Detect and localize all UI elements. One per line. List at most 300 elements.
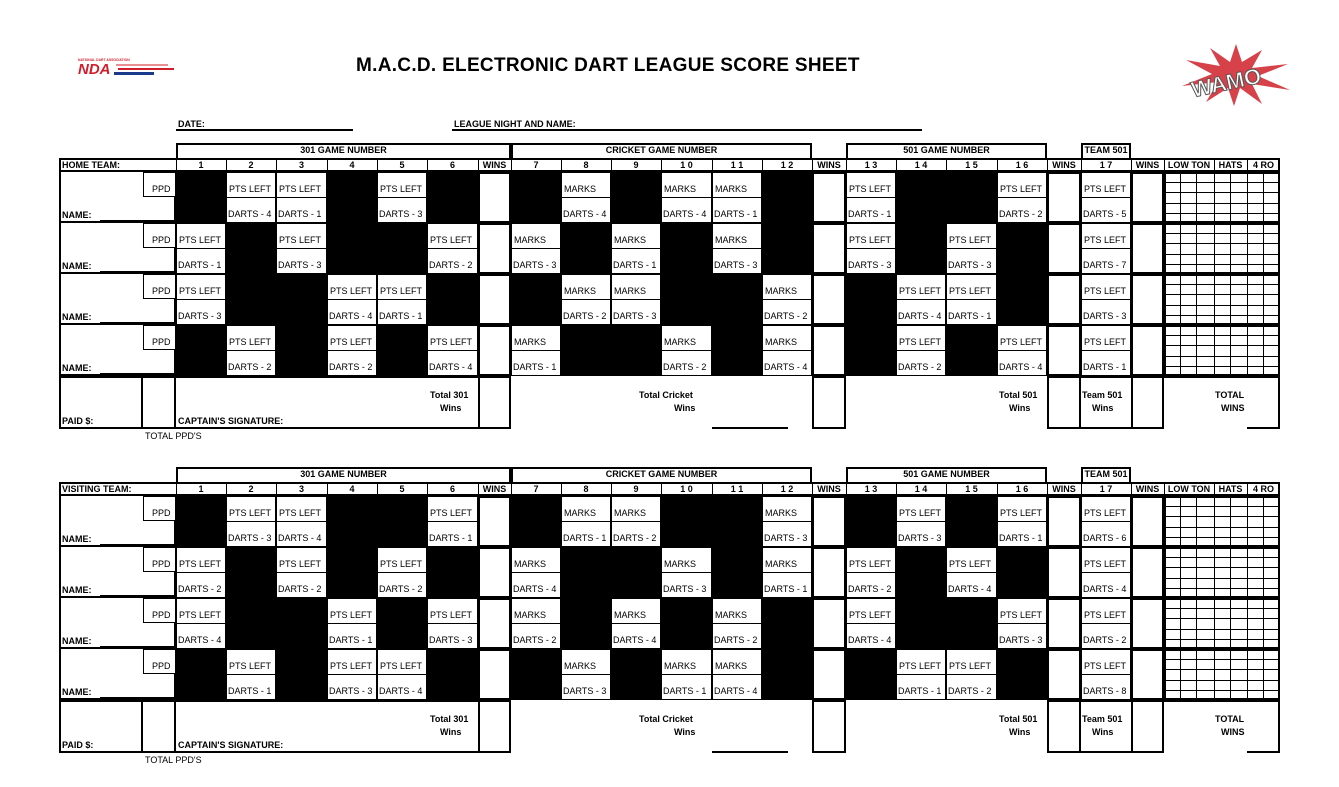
- wins-cell[interactable]: [812, 325, 846, 376]
- cell-top-text: PTS LEFT: [380, 286, 423, 296]
- cell-bottom-text: DARTS - 2: [513, 635, 557, 645]
- cell-bottom-text: DARTS - 3: [764, 533, 808, 543]
- cell-top-text: PTS LEFT: [1084, 559, 1127, 569]
- ppd-label: PPD: [152, 286, 171, 296]
- wins-cell[interactable]: [1047, 598, 1081, 649]
- tally-vline: [1180, 547, 1181, 598]
- ppd-label: PPD: [152, 337, 171, 347]
- wins-cell[interactable]: [812, 223, 846, 274]
- cell-top-text: MARKS: [514, 559, 547, 569]
- cell-bottom-text: DARTS - 1: [178, 260, 222, 270]
- name-field[interactable]: [100, 220, 176, 221]
- game-number-13: 1 3: [864, 484, 878, 494]
- cell-top-text: PTS LEFT: [899, 508, 942, 518]
- paid-label: PAID $:: [62, 740, 94, 750]
- blocked-cell: [896, 547, 946, 598]
- game-number-1: 1: [198, 160, 204, 170]
- cell-top-text: PTS LEFT: [330, 661, 373, 671]
- cell-top-text: PTS LEFT: [229, 184, 272, 194]
- cell-divider: [946, 674, 997, 675]
- cell-bottom-text: DARTS - 3: [563, 686, 607, 696]
- cell-divider: [176, 623, 226, 624]
- grand-total-wins-label: WINS: [1221, 403, 1245, 413]
- blocked-cell: [712, 496, 762, 547]
- wins-cell[interactable]: [1131, 598, 1164, 649]
- cell-bottom-text: DARTS - 3: [999, 635, 1043, 645]
- wins-cell[interactable]: [478, 598, 511, 649]
- cell-divider: [846, 197, 896, 198]
- cell-bottom-text: DARTS - 1: [563, 533, 607, 543]
- total-501-box[interactable]: [1047, 700, 1081, 753]
- cell-divider: [661, 350, 712, 351]
- cell-bottom-text: DARTS - 3: [898, 533, 942, 543]
- team-501-box[interactable]: [1131, 376, 1164, 429]
- cell-bottom-text: DARTS - 4: [563, 209, 607, 219]
- grand-total-topline: [1164, 376, 1280, 378]
- name-label: NAME:: [62, 687, 92, 697]
- cell-top-text: MARKS: [564, 286, 597, 296]
- cell-divider: [511, 350, 561, 351]
- tally-vline: [1214, 223, 1215, 274]
- blocked-cell: [511, 274, 561, 325]
- cell-bottom-text: DARTS - 3: [228, 533, 272, 543]
- blocked-cell: [276, 325, 327, 376]
- league-field[interactable]: [452, 129, 922, 131]
- blocked-cell: [846, 325, 896, 376]
- wins-header: WINS: [1135, 160, 1160, 170]
- team-501-box[interactable]: [1131, 700, 1164, 753]
- tally-vline: [1180, 172, 1181, 223]
- cell-bottom-text: DARTS - 1: [329, 635, 373, 645]
- page-title: M.A.C.D. ELECTRONIC DART LEAGUE SCORE SHEET: [356, 55, 860, 76]
- tally-vline: [1196, 223, 1197, 274]
- name-field[interactable]: [100, 271, 176, 272]
- cell-bottom-text: DARTS - 1: [613, 260, 657, 270]
- cell-divider: [327, 299, 377, 300]
- wins-cell[interactable]: [1131, 172, 1164, 223]
- total-501-wins-label: Wins: [1009, 727, 1031, 737]
- tally-vline: [1263, 547, 1264, 598]
- wins-cell[interactable]: [812, 598, 846, 649]
- cell-bottom-text: DARTS - 3: [663, 584, 707, 594]
- tally-vline: [1230, 274, 1231, 325]
- total-ppd-label: TOTAL PPD'S: [145, 755, 202, 765]
- blocked-cell: [846, 649, 896, 700]
- blocked-cell: [511, 172, 561, 223]
- cell-bottom-text: DARTS - 1: [948, 311, 992, 321]
- blocked-cell: [377, 496, 427, 547]
- cell-bottom-text: DARTS - 2: [848, 584, 892, 594]
- wins-header: WINS: [817, 160, 841, 170]
- blocked-cell: [561, 223, 611, 274]
- blocked-cell: [176, 496, 226, 547]
- total-ppd-label: TOTAL PPD'S: [145, 431, 202, 441]
- wins-cell[interactable]: [478, 649, 511, 700]
- ppd-label: PPD: [152, 235, 171, 245]
- tally-vline: [1214, 325, 1215, 376]
- tally-vline: [1180, 598, 1181, 649]
- cell-bottom-text: DARTS - 3: [714, 260, 758, 270]
- cell-top-text: PTS LEFT: [899, 286, 942, 296]
- name-field[interactable]: [100, 544, 176, 545]
- tally-vline: [1247, 172, 1248, 223]
- header-cricket-label: CRICKET GAME NUMBER: [605, 469, 718, 479]
- wins-header: WINS: [1052, 484, 1076, 494]
- cell-top-text: PTS LEFT: [279, 508, 322, 518]
- header-301-label: 301 GAME NUMBER: [300, 469, 387, 479]
- total-cricket-label: Total Cricket: [639, 714, 693, 724]
- grand-total-wins-label: WINS: [1221, 727, 1245, 737]
- header-501-label: 501 GAME NUMBER: [903, 145, 990, 155]
- blocked-cell: [511, 496, 561, 547]
- blocked-cell: [997, 223, 1047, 274]
- tally-vline: [1230, 223, 1231, 274]
- wins-cell[interactable]: [1047, 547, 1081, 598]
- blocked-cell: [712, 325, 762, 376]
- ppd-label: PPD: [152, 184, 171, 194]
- game-number-14: 1 4: [914, 484, 928, 494]
- cell-top-text: PTS LEFT: [1084, 235, 1127, 245]
- wins-cell[interactable]: [478, 325, 511, 376]
- blocked-cell: [661, 223, 712, 274]
- cell-bottom-text: DARTS - 4: [228, 209, 272, 219]
- grand-total-label: TOTAL: [1215, 390, 1245, 400]
- game-number-7: 7: [533, 484, 539, 494]
- cell-divider: [561, 521, 611, 522]
- blocked-cell: [661, 496, 712, 547]
- total-cricket-wins-label: Wins: [674, 727, 696, 737]
- wins-cell[interactable]: [478, 547, 511, 598]
- total-ppd-box[interactable]: [143, 700, 176, 753]
- cell-divider: [846, 248, 896, 249]
- hats-header: HATS: [1218, 484, 1243, 494]
- total-501-box[interactable]: [1047, 376, 1081, 429]
- nda-logo-text: NDA: [78, 61, 111, 78]
- wins-cell[interactable]: [812, 496, 846, 547]
- wins-cell[interactable]: [1047, 325, 1081, 376]
- wins-cell[interactable]: [1131, 649, 1164, 700]
- cell-divider: [946, 572, 997, 573]
- total-301-box[interactable]: [478, 376, 511, 429]
- low-ton-header: LOW TON: [1167, 484, 1211, 494]
- blocked-cell: [896, 172, 946, 223]
- wins-cell[interactable]: [1047, 274, 1081, 325]
- cell-divider: [712, 674, 762, 675]
- wins-cell[interactable]: [478, 223, 511, 274]
- tally-vline: [1263, 649, 1264, 700]
- cell-divider: [712, 623, 762, 624]
- blocked-cell: [377, 325, 427, 376]
- cell-top-text: MARKS: [664, 559, 697, 569]
- wins-cell[interactable]: [478, 496, 511, 547]
- cell-top-text: PTS LEFT: [1000, 508, 1043, 518]
- game-number-7: 7: [533, 160, 539, 170]
- tally-vline: [1263, 325, 1264, 376]
- svg-text:NATIONAL DART ASSOCIATION: NATIONAL DART ASSOCIATION: [78, 58, 130, 62]
- ppd-label: PPD: [152, 508, 171, 518]
- name-field[interactable]: [100, 322, 176, 323]
- cell-top-text: PTS LEFT: [1084, 661, 1127, 671]
- wins-cell[interactable]: [1047, 649, 1081, 700]
- name-label: NAME:: [62, 534, 92, 544]
- grand-total-box[interactable]: [1247, 700, 1280, 753]
- cell-bottom-text: DARTS - 1: [898, 686, 942, 696]
- blocked-cell: [846, 274, 896, 325]
- cell-divider: [661, 572, 712, 573]
- cell-top-text: MARKS: [664, 661, 697, 671]
- blocked-cell: [712, 274, 762, 325]
- game-number-12: 1 2: [780, 484, 794, 494]
- wins-header: WINS: [1052, 160, 1076, 170]
- blocked-cell: [561, 325, 611, 376]
- wins-cell[interactable]: [812, 649, 846, 700]
- blocked-cell: [661, 598, 712, 649]
- tally-vline: [1263, 496, 1264, 547]
- cell-divider: [1081, 521, 1131, 522]
- total-301-label: Total 301: [430, 714, 469, 724]
- name-field[interactable]: [100, 595, 176, 596]
- tally-vline: [1180, 496, 1181, 547]
- wins-cell[interactable]: [478, 274, 511, 325]
- cell-bottom-text: DARTS - 3: [513, 260, 557, 270]
- tally-vline: [1214, 547, 1215, 598]
- wins-cell[interactable]: [478, 172, 511, 223]
- header-301-label: 301 GAME NUMBER: [300, 145, 387, 155]
- blocked-cell: [176, 649, 226, 700]
- cell-bottom-text: DARTS - 4: [429, 362, 473, 372]
- cell-divider: [1081, 350, 1131, 351]
- cell-divider: [611, 299, 661, 300]
- cell-top-text: MARKS: [765, 286, 798, 296]
- cell-bottom-text: DARTS - 2: [1083, 635, 1127, 645]
- cell-divider: [896, 521, 946, 522]
- cell-top-text: PTS LEFT: [229, 661, 272, 671]
- cell-top-text: MARKS: [715, 235, 748, 245]
- game-number-2: 2: [248, 484, 254, 494]
- cell-bottom-text: DARTS - 1: [663, 686, 707, 696]
- cell-bottom-text: DARTS - 2: [178, 584, 222, 594]
- cell-top-text: PTS LEFT: [949, 235, 992, 245]
- cell-divider: [427, 248, 478, 249]
- cell-bottom-text: DARTS - 4: [898, 311, 942, 321]
- cell-bottom-text: DARTS - 2: [429, 260, 473, 270]
- tally-vline: [1180, 274, 1181, 325]
- cell-bottom-text: DARTS - 6: [1083, 533, 1127, 543]
- cell-bottom-text: DARTS - 7: [1083, 260, 1127, 270]
- cell-top-text: PTS LEFT: [229, 508, 272, 518]
- tally-vline: [1247, 496, 1248, 547]
- header-team501-label: TEAM 501: [1084, 145, 1128, 155]
- wins-cell[interactable]: [812, 274, 846, 325]
- total-cricket-label: Total Cricket: [639, 390, 693, 400]
- total-301-box[interactable]: [478, 700, 511, 753]
- game-number-11: 1 1: [730, 160, 744, 170]
- wins-cell[interactable]: [1131, 274, 1164, 325]
- tally-vline: [1214, 172, 1215, 223]
- grand-total-box[interactable]: [1247, 376, 1280, 429]
- cell-bottom-text: DARTS - 1: [278, 209, 322, 219]
- game-number-3: 3: [298, 484, 304, 494]
- cell-top-text: MARKS: [715, 661, 748, 671]
- blocked-cell: [997, 547, 1047, 598]
- cell-bottom-text: DARTS - 1: [228, 686, 272, 696]
- cell-bottom-text: DARTS - 4: [714, 686, 758, 696]
- cell-divider: [377, 674, 427, 675]
- game-number-9: 9: [633, 484, 639, 494]
- cell-top-text: PTS LEFT: [949, 286, 992, 296]
- blocked-cell: [762, 649, 812, 700]
- game-number-12: 1 2: [780, 160, 794, 170]
- cell-divider: [276, 572, 327, 573]
- tally-vline: [1247, 325, 1248, 376]
- cell-bottom-text: DARTS - 1: [1083, 362, 1127, 372]
- cell-top-text: PTS LEFT: [1084, 286, 1127, 296]
- cell-bottom-text: DARTS - 3: [178, 311, 222, 321]
- cell-top-text: PTS LEFT: [430, 610, 473, 620]
- blocked-cell: [846, 496, 896, 547]
- tally-vline: [1230, 172, 1231, 223]
- game-number-10: 1 0: [680, 484, 693, 494]
- wamo-logo-text: WAMO: [1188, 63, 1264, 103]
- cell-divider: [427, 521, 478, 522]
- cell-bottom-text: DARTS - 2: [228, 362, 272, 372]
- tally-vline: [1196, 649, 1197, 700]
- cell-divider: [712, 197, 762, 198]
- ppd-label: PPD: [152, 610, 171, 620]
- cell-top-text: PTS LEFT: [380, 559, 423, 569]
- date-field[interactable]: [176, 129, 353, 131]
- cell-top-text: PTS LEFT: [279, 235, 322, 245]
- date-label: DATE:: [178, 119, 205, 129]
- name-field[interactable]: [100, 646, 176, 647]
- cell-top-text: MARKS: [715, 610, 748, 620]
- cell-bottom-text: DARTS - 3: [379, 209, 423, 219]
- cell-bottom-text: DARTS - 2: [764, 311, 808, 321]
- section-right-border: [1278, 496, 1280, 700]
- cell-divider: [661, 674, 712, 675]
- cell-divider: [712, 248, 762, 249]
- wins-header: WINS: [817, 484, 841, 494]
- cell-divider: [377, 197, 427, 198]
- tally-vline: [1247, 274, 1248, 325]
- blocked-cell: [561, 598, 611, 649]
- blocked-cell: [427, 649, 478, 700]
- tally-vline: [1247, 547, 1248, 598]
- tally-vline: [1263, 274, 1264, 325]
- cell-bottom-text: DARTS - 4: [848, 635, 892, 645]
- blocked-cell: [896, 598, 946, 649]
- cell-bottom-text: DARTS - 1: [513, 362, 557, 372]
- cell-divider: [511, 623, 561, 624]
- game-number-6: 6: [449, 484, 455, 494]
- cell-top-text: PTS LEFT: [179, 235, 222, 245]
- tally-vline: [1196, 172, 1197, 223]
- tally-vline: [1230, 649, 1231, 700]
- cell-bottom-text: DARTS - 2: [379, 584, 423, 594]
- wins-cell[interactable]: [1047, 172, 1081, 223]
- wins-cell[interactable]: [1047, 496, 1081, 547]
- cell-bottom-text: DARTS - 4: [764, 362, 808, 372]
- cell-top-text: MARKS: [664, 184, 697, 194]
- game-number-10: 1 0: [680, 160, 693, 170]
- wins-cell[interactable]: [1131, 496, 1164, 547]
- cell-divider: [762, 299, 812, 300]
- wins-cell[interactable]: [1131, 547, 1164, 598]
- blocked-cell: [226, 598, 276, 649]
- low-ton-header: LOW TON: [1167, 160, 1211, 170]
- cell-bottom-text: DARTS - 1: [999, 533, 1043, 543]
- game-number-1: 1: [198, 484, 204, 494]
- blocked-cell: [427, 172, 478, 223]
- total-cricket-box[interactable]: [812, 700, 846, 753]
- total-ppd-box[interactable]: [143, 376, 176, 429]
- blocked-cell: [176, 172, 226, 223]
- cell-divider: [846, 623, 896, 624]
- cell-divider: [226, 197, 276, 198]
- cell-bottom-text: DARTS - 4: [1083, 584, 1127, 594]
- cell-top-text: PTS LEFT: [1084, 610, 1127, 620]
- name-field[interactable]: [100, 697, 176, 698]
- cell-bottom-text: DARTS - 4: [613, 635, 657, 645]
- tally-vline: [1196, 547, 1197, 598]
- game-number-4: 4: [349, 160, 355, 170]
- wins-cell[interactable]: [1131, 325, 1164, 376]
- cell-top-text: PTS LEFT: [279, 559, 322, 569]
- section-right-border: [1278, 172, 1280, 376]
- game-number-16: 1 6: [1015, 484, 1029, 494]
- blocked-cell: [611, 172, 661, 223]
- cell-bottom-text: DARTS - 1: [764, 584, 808, 594]
- name-label: NAME:: [62, 363, 92, 373]
- wins-cell[interactable]: [812, 172, 846, 223]
- wins-header: WINS: [482, 484, 507, 494]
- name-label: NAME:: [62, 312, 92, 322]
- cell-bottom-text: DARTS - 5: [1083, 209, 1127, 219]
- cell-bottom-text: DARTS - 3: [848, 260, 892, 270]
- total-cricket-wins-label: Wins: [674, 403, 696, 413]
- game-number-14: 1 4: [914, 160, 928, 170]
- blocked-cell: [946, 325, 997, 376]
- grand-total-topline: [1164, 700, 1280, 702]
- total-cricket-box[interactable]: [812, 376, 846, 429]
- name-field[interactable]: [100, 373, 176, 374]
- tally-vline: [1230, 325, 1231, 376]
- game-number-15: 1 5: [965, 484, 978, 494]
- cell-bottom-text: DARTS - 4: [329, 311, 373, 321]
- blocked-cell: [327, 172, 377, 223]
- team-501-wins-label: Wins: [1092, 727, 1114, 737]
- cell-divider: [176, 248, 226, 249]
- cell-top-text: MARKS: [614, 235, 647, 245]
- captain-signature-label: CAPTAIN'S SIGNATURE:: [178, 740, 284, 750]
- cell-top-text: PTS LEFT: [179, 610, 222, 620]
- wins-cell[interactable]: [1131, 223, 1164, 274]
- cell-top-text: PTS LEFT: [849, 184, 892, 194]
- cell-bottom-text: DARTS - 1: [379, 311, 423, 321]
- cell-top-text: PTS LEFT: [899, 337, 942, 347]
- cell-top-text: MARKS: [514, 610, 547, 620]
- cell-divider: [377, 299, 427, 300]
- cell-divider: [276, 248, 327, 249]
- wins-cell[interactable]: [1047, 223, 1081, 274]
- nda-logo: [76, 56, 176, 80]
- cell-divider: [226, 674, 276, 675]
- paid-label: PAID $:: [62, 416, 94, 426]
- cell-bottom-text: DARTS - 2: [278, 584, 322, 594]
- wins-cell[interactable]: [812, 547, 846, 598]
- header-team501-label: TEAM 501: [1084, 469, 1128, 479]
- blocked-cell: [997, 649, 1047, 700]
